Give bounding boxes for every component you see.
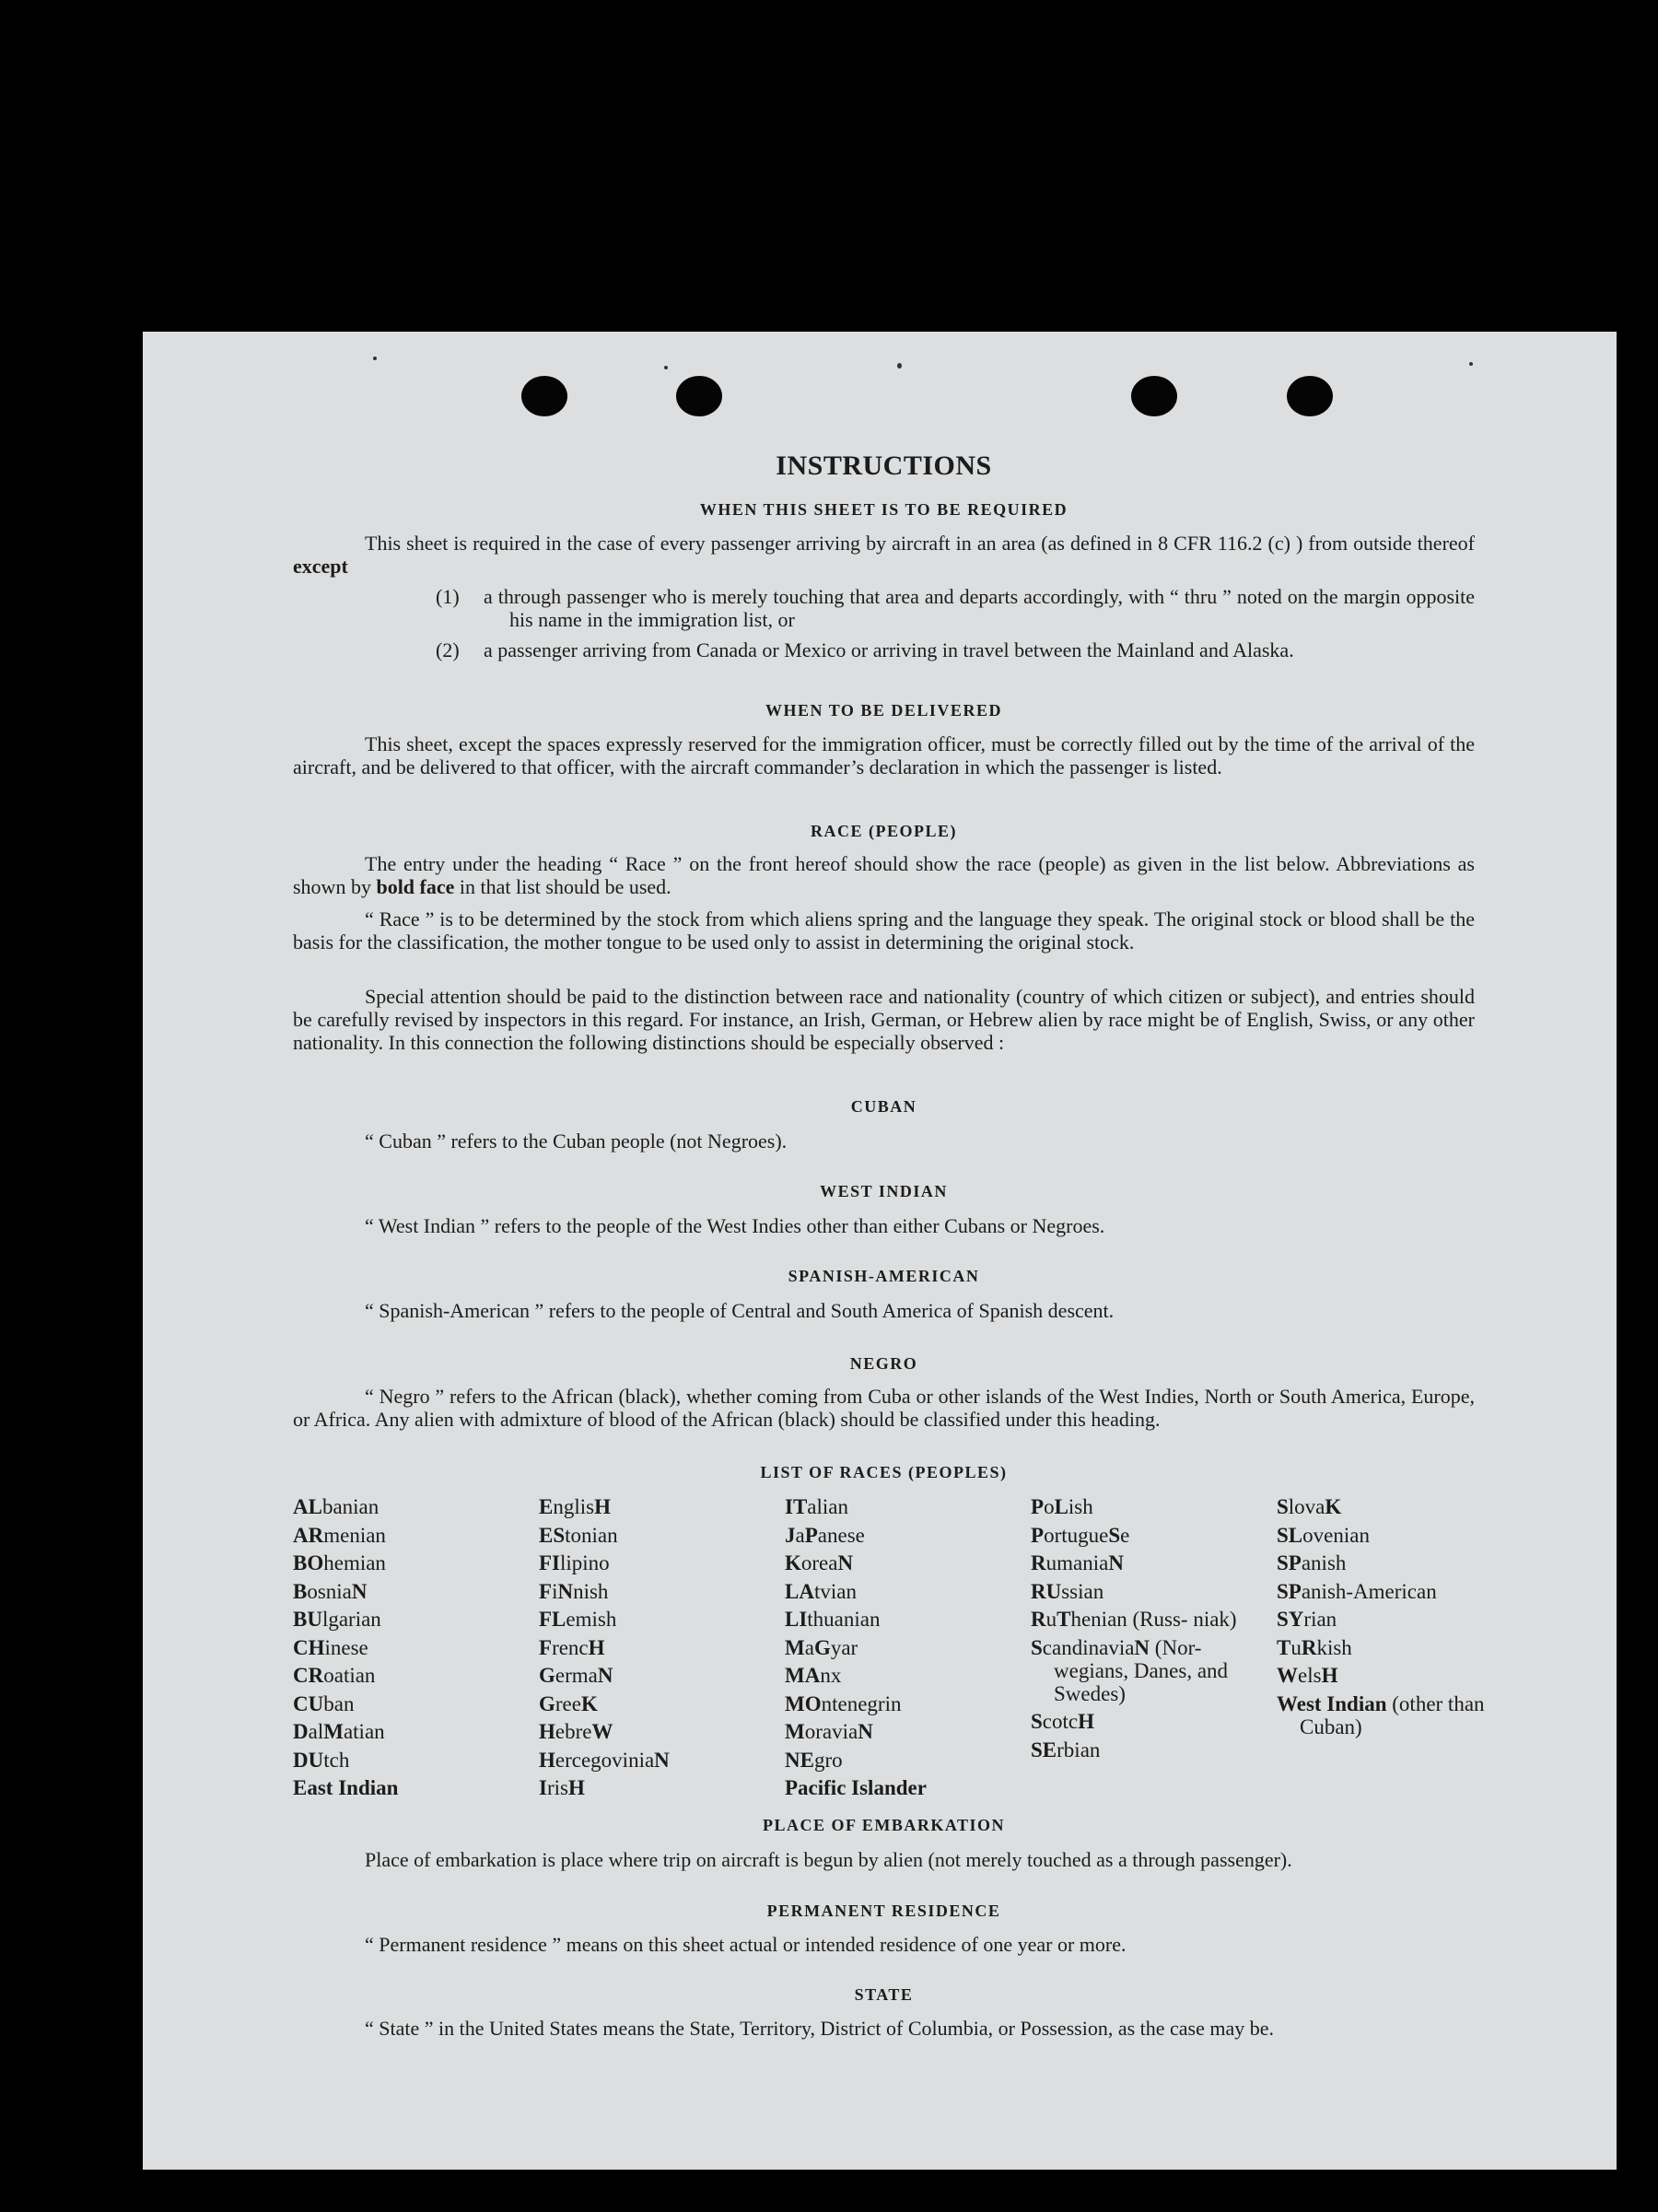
race-p1-a: The entry under the heading “ Race ” on the front hereof should show the race (people) as given in the list below. Abbreviations as shown by: [293, 852, 1475, 898]
section-heading-required: WHEN THIS SHEET IS TO BE REQUIRED: [699, 500, 1068, 519]
race-text: anish: [1301, 1551, 1347, 1574]
race-entry: [293, 1580, 509, 1603]
race-entry: [293, 1524, 509, 1547]
race-entry: [785, 1495, 1001, 1518]
race-abbreviation: N: [837, 1551, 854, 1574]
race-entry: [785, 1608, 1001, 1631]
race-entry: [1031, 1580, 1247, 1603]
race-abbreviation: G: [813, 1635, 831, 1659]
race-paragraph-1: [293, 852, 1475, 898]
race-abbreviation: BO: [293, 1551, 324, 1574]
instruction-sheet: [143, 332, 1617, 2170]
race-text: yar: [830, 1635, 858, 1659]
race-abbreviation: S: [1031, 1635, 1043, 1659]
race-text: ovenian: [1302, 1523, 1370, 1547]
race-entry: [785, 1664, 1001, 1687]
race-entry: [539, 1608, 755, 1631]
race-entry: [539, 1776, 755, 1799]
race-entry: [785, 1636, 1001, 1659]
race-abbreviation: N: [1134, 1635, 1150, 1659]
race-abbreviation: S: [1277, 1495, 1289, 1518]
race-entry: [1277, 1580, 1493, 1603]
spanish-american-paragraph: “ Spanish-American ” refers to the people of Central and South America of Spanish descent.: [365, 1299, 1115, 1322]
race-entry: [785, 1720, 1001, 1743]
race-abbreviation: G: [539, 1664, 555, 1687]
race-entry: [293, 1495, 509, 1518]
race-abbreviation: S: [1031, 1710, 1043, 1733]
exception-number: (1): [436, 585, 460, 608]
race-entry: [785, 1776, 1001, 1799]
race-text: orea: [800, 1551, 838, 1574]
race-text: a: [804, 1635, 814, 1659]
race-text: ban: [323, 1691, 355, 1715]
race-entry: [1031, 1495, 1247, 1518]
race-abbreviation: CH: [293, 1635, 325, 1659]
race-abbreviation: AL: [293, 1495, 322, 1518]
race-entry: [1031, 1608, 1247, 1631]
race-abbreviation: West Indian: [1277, 1691, 1387, 1715]
exception-text: a passenger arriving from Canada or Mexico or arriving in travel between the Mainland and Alaska.: [484, 638, 1294, 661]
race-entry: [785, 1551, 1001, 1574]
race-text: emish: [566, 1608, 617, 1631]
required-intro: This sheet is required in the case of every passenger arriving by aircraft in an area (as defined in 8 CFR 116.2 (c) ) from outside thereof: [365, 532, 1475, 555]
race-abbreviation: B: [293, 1579, 308, 1603]
race-abbreviation: L: [1054, 1495, 1068, 1518]
race-column: [1031, 1495, 1247, 1766]
exception-text: a through passenger who is merely touching that area and departs accordingly, with “ thru ” noted on the margin opposite his name in the immigration list, or: [484, 585, 1475, 631]
race-text: atian: [343, 1720, 385, 1743]
exception-item: [436, 638, 1475, 661]
race-text: ebre: [555, 1720, 592, 1743]
race-text: renc: [552, 1635, 589, 1659]
race-text: al: [308, 1720, 324, 1743]
race-text: thuanian: [807, 1608, 881, 1631]
race-text: kish: [1316, 1635, 1352, 1659]
race-abbreviation: K: [580, 1691, 598, 1715]
race-text: ntenegrin: [821, 1691, 902, 1715]
race-text: nish: [573, 1579, 609, 1603]
race-text: oravia: [804, 1720, 858, 1743]
race-abbreviation: N: [597, 1664, 613, 1687]
section-heading-embarkation: PLACE OF EMBARKATION: [762, 1816, 1005, 1834]
race-abbreviation: W: [591, 1720, 613, 1743]
race-p1-bold: bold face: [376, 875, 455, 898]
race-abbreviation: H: [594, 1495, 611, 1518]
race-abbreviation: K: [1325, 1495, 1342, 1518]
race-abbreviation: P: [1031, 1495, 1045, 1518]
race-abbreviation: R: [1031, 1551, 1046, 1574]
race-column: [785, 1495, 1001, 1805]
race-abbreviation: ES: [539, 1523, 566, 1547]
race-entry: [539, 1551, 755, 1574]
race-abbreviation: RU: [1031, 1579, 1062, 1603]
race-text: lgarian: [321, 1608, 381, 1631]
race-abbreviation: E: [539, 1495, 554, 1518]
race-abbreviation: F: [539, 1579, 553, 1603]
race-abbreviation: N: [1108, 1551, 1124, 1574]
race-entry: [1277, 1495, 1493, 1518]
race-text: gro: [813, 1748, 843, 1772]
race-entry: [293, 1749, 509, 1772]
race-abbreviation: S: [1108, 1523, 1121, 1547]
race-entry: [785, 1749, 1001, 1772]
section-heading-race: RACE (PEOPLE): [811, 822, 957, 840]
state-paragraph: “ State ” in the United States means the State, Territory, District of Columbia, or Possession, as the case may be.: [365, 2017, 1275, 2040]
race-abbreviation: CR: [293, 1664, 324, 1687]
race-abbreviation: N: [557, 1579, 574, 1603]
race-text: osnia: [307, 1579, 352, 1603]
section-heading-cuban: CUBAN: [850, 1097, 917, 1116]
race-abbreviation: SP: [1277, 1551, 1302, 1574]
race-abbreviation: M: [785, 1635, 805, 1659]
race-entry: [1277, 1664, 1493, 1687]
race-entry: [293, 1776, 509, 1799]
race-abbreviation: J: [785, 1523, 796, 1547]
speck: [373, 357, 377, 360]
race-entry: [785, 1692, 1001, 1715]
race-text: banian: [321, 1495, 379, 1518]
race-text: oatian: [323, 1664, 376, 1687]
race-entry: [293, 1720, 509, 1743]
race-entry: [785, 1580, 1001, 1603]
race-entry: [293, 1636, 509, 1659]
race-text: tvian: [813, 1579, 857, 1603]
west-indian-paragraph: “ West Indian ” refers to the people of the West Indies other than either Cubans or Negroes.: [365, 1214, 1105, 1237]
exception-number: (2): [436, 638, 460, 661]
race-entry: [1277, 1608, 1493, 1631]
race-abbreviation: T: [1277, 1635, 1291, 1659]
race-abbreviation: FI: [539, 1551, 560, 1574]
race-abbreviation: N: [351, 1579, 368, 1603]
race-text: u: [1045, 1608, 1057, 1631]
race-entry: [539, 1580, 755, 1603]
race-entry: [539, 1664, 755, 1687]
race-entry: [539, 1749, 755, 1772]
section-heading-west-indian: WEST INDIAN: [820, 1182, 948, 1200]
race-text: i: [552, 1579, 558, 1603]
race-abbreviation: H: [1321, 1664, 1338, 1687]
race-text: umania: [1045, 1551, 1109, 1574]
race-abbreviation: I: [539, 1776, 547, 1799]
race-text: a: [795, 1523, 805, 1547]
punch-hole: [676, 376, 722, 416]
race-text: els: [1298, 1664, 1322, 1687]
race-entry: [293, 1692, 509, 1715]
race-entry: [1031, 1710, 1247, 1733]
punch-hole: [521, 376, 567, 416]
required-paragraph: [293, 532, 1475, 578]
race-abbreviation: N: [858, 1720, 873, 1743]
required-except: except: [293, 555, 348, 578]
race-text: ree: [555, 1691, 581, 1715]
page-title: INSTRUCTIONS: [776, 451, 992, 481]
race-abbreviation: AR: [293, 1523, 324, 1547]
race-text: lipino: [560, 1551, 610, 1574]
race-abbreviation: N: [654, 1748, 670, 1772]
race-abbreviation: G: [539, 1691, 555, 1715]
race-text: ortugue: [1044, 1523, 1109, 1547]
race-entry: [1277, 1524, 1493, 1547]
race-text: cotc: [1042, 1710, 1079, 1733]
speck: [1469, 362, 1473, 366]
race-abbreviation: DU: [293, 1748, 324, 1772]
residence-paragraph: “ Permanent residence ” means on this sheet actual or intended residence of one year or more.: [365, 1933, 1127, 1956]
race-text: ssian: [1061, 1579, 1104, 1603]
race-column: [539, 1495, 755, 1805]
race-abbreviation: BU: [293, 1608, 322, 1631]
race-text: erma: [555, 1664, 598, 1687]
race-entry: [293, 1608, 509, 1631]
race-text: ish: [1068, 1495, 1093, 1518]
race-text: tonian: [565, 1523, 618, 1547]
race-abbreviation: P: [1031, 1523, 1045, 1547]
race-abbreviation: SE: [1031, 1738, 1057, 1761]
race-text: (other than Cuban): [1300, 1691, 1485, 1738]
race-abbreviation: FL: [539, 1608, 566, 1631]
race-entry: [539, 1524, 755, 1547]
punch-hole: [1287, 376, 1333, 416]
race-abbreviation: H: [1078, 1710, 1094, 1733]
embarkation-paragraph: Place of embarkation is place where trip on aircraft is begun by alien (not merely touched as a through passenger).: [365, 1848, 1292, 1871]
race-abbreviation: CU: [293, 1691, 324, 1715]
race-entry: [1031, 1551, 1247, 1574]
race-text: anese: [817, 1523, 865, 1547]
race-entry: [539, 1692, 755, 1715]
race-abbreviation: K: [785, 1551, 801, 1574]
race-text: tch: [323, 1748, 350, 1772]
section-heading-delivered: WHEN TO BE DELIVERED: [765, 701, 1002, 720]
race-text: anish-American: [1301, 1579, 1437, 1603]
race-abbreviation: LI: [785, 1608, 808, 1631]
race-text: rian: [1303, 1608, 1337, 1631]
race-abbreviation: SL: [1277, 1523, 1303, 1547]
race-abbreviation: F: [539, 1635, 553, 1659]
race-abbreviation: IT: [785, 1495, 808, 1518]
race-abbreviation: H: [567, 1776, 585, 1799]
punch-hole: [1131, 376, 1177, 416]
race-paragraph-3: Special attention should be paid to the distinction between race and nationality (country of which citizen or subject), and entries should be carefully revised by inspectors in this regard. For instance, an Irish, German, or Hebrew alien by race might be of English, Swiss, or any other nationality. In this connection the following distinctions should be especially observed :: [293, 985, 1475, 1054]
race-entry: [539, 1495, 755, 1518]
speck: [897, 363, 902, 369]
race-abbreviation: H: [539, 1720, 555, 1743]
race-column: [293, 1495, 509, 1805]
race-entry: [293, 1551, 509, 1574]
race-entry: [1277, 1551, 1493, 1574]
race-abbreviation: R: [1031, 1608, 1046, 1631]
race-p1-b: in that list should be used.: [459, 875, 671, 898]
race-entry: [1277, 1636, 1493, 1659]
race-entry: [1031, 1636, 1247, 1705]
cuban-paragraph: “ Cuban ” refers to the Cuban people (not Negroes).: [365, 1129, 788, 1153]
delivered-paragraph: This sheet, except the spaces expressly reserved for the immigration officer, must be correctly filled out by the time of the arrival of the aircraft, and be delivered to that officer, with the aircraft commander’s declaration in which the passenger is listed.: [293, 732, 1475, 778]
race-abbreviation: H: [539, 1748, 555, 1772]
race-text: ercegovinia: [555, 1748, 655, 1772]
race-text: nx: [820, 1664, 842, 1687]
section-heading-spanish-american: SPANISH-AMERICAN: [788, 1267, 980, 1285]
section-heading-negro: NEGRO: [849, 1354, 918, 1373]
race-abbreviation: MA: [785, 1664, 821, 1687]
race-paragraph-2: “ Race ” is to be determined by the stock from which aliens spring and the language they speak. The original stock or blood shall be the basis for the classification, the mother tongue to be used only to assist in determining the original stock.: [293, 907, 1475, 954]
race-text: inese: [324, 1635, 368, 1659]
race-text: o: [1044, 1495, 1055, 1518]
race-list: [293, 1495, 1485, 1799]
race-abbreviation: D: [293, 1720, 309, 1743]
race-text: lova: [1288, 1495, 1325, 1518]
race-entry: [1277, 1692, 1493, 1738]
race-entry: [539, 1720, 755, 1743]
race-abbreviation: NE: [785, 1748, 814, 1772]
race-abbreviation: M: [785, 1720, 805, 1743]
race-text: nglis: [553, 1495, 595, 1518]
race-abbreviation: East Indian: [293, 1776, 399, 1799]
race-column: [1277, 1495, 1493, 1743]
race-entry: [785, 1524, 1001, 1547]
race-abbreviation: R: [1301, 1635, 1317, 1659]
race-text: hemian: [323, 1551, 386, 1574]
exception-item: [436, 585, 1475, 631]
race-text: candinavia: [1042, 1635, 1135, 1659]
section-heading-state: STATE: [854, 1985, 914, 2004]
race-text: menian: [323, 1523, 386, 1547]
race-abbreviation: LA: [785, 1579, 814, 1603]
race-abbreviation: P: [804, 1523, 818, 1547]
race-text: (Nor- wegians, Danes, and Swedes): [1054, 1635, 1229, 1705]
race-abbreviation: M: [323, 1720, 344, 1743]
race-text: ris: [546, 1776, 568, 1799]
race-text: henian (Russ- niak): [1070, 1608, 1237, 1631]
race-text: u: [1290, 1635, 1302, 1659]
race-abbreviation: H: [588, 1635, 605, 1659]
race-abbreviation: MO: [785, 1691, 822, 1715]
race-entry: [539, 1636, 755, 1659]
race-abbreviation: SY: [1277, 1608, 1304, 1631]
negro-paragraph: “ Negro ” refers to the African (black), whether coming from Cuba or other islands of the West Indies, North or South America, Europe, or Africa. Any alien with admixture of blood of the African (black) should be classified under this heading.: [293, 1385, 1475, 1431]
race-abbreviation: T: [1057, 1608, 1071, 1631]
section-heading-list: LIST OF RACES (PEOPLES): [760, 1463, 1008, 1481]
race-text: alian: [807, 1495, 848, 1518]
race-entry: [1031, 1738, 1247, 1761]
section-heading-residence: PERMANENT RESIDENCE: [766, 1902, 1001, 1920]
race-abbreviation: Pacific Islander: [785, 1776, 927, 1799]
race-abbreviation: SP: [1277, 1579, 1302, 1603]
race-text: rbian: [1057, 1738, 1101, 1761]
race-entry: [1031, 1524, 1247, 1547]
race-entry: [293, 1664, 509, 1687]
speck: [664, 366, 668, 369]
race-text: e: [1120, 1523, 1130, 1547]
race-abbreviation: W: [1277, 1664, 1298, 1687]
